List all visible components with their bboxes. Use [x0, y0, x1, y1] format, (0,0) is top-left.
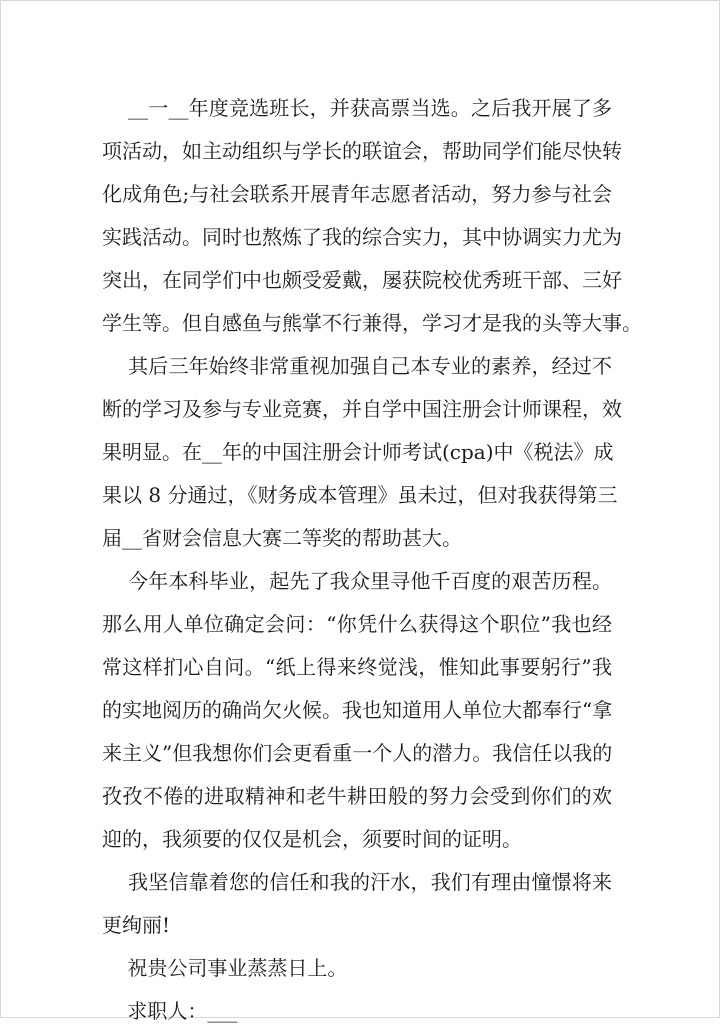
text-line: 届__省财会信息大赛二等奖的帮助甚大。	[102, 526, 462, 550]
text-line: 我坚信靠着您的信任和我的汗水，我们有理由憧憬将来	[102, 870, 612, 894]
text-line: 孜孜不倦的进取精神和老牛耕田般的努力会受到你们的欢	[102, 784, 612, 808]
text-line: 其后三年始终非常重视加强自己本专业的素养，经过不	[102, 354, 612, 378]
text-line: 今年本科毕业，起先了我众里寻他千百度的艰苦历程。	[102, 569, 612, 593]
text-line: 求职人：___	[102, 999, 238, 1023]
text-line: 学生等。但自感鱼与熊掌不行兼得，学习才是我的头等大事。	[102, 311, 642, 335]
text-line: 那么用人单位确定会问：“你凭什么获得这个职位”我也经	[102, 612, 612, 636]
text-line: 更绚丽!	[102, 913, 171, 937]
text-line: 迎的，我须要的仅仅是机会，须要时间的证明。	[102, 827, 522, 851]
text-line: 化成角色;与社会联系开展青年志愿者活动，努力参与社会	[102, 182, 612, 206]
text-line: __一__年度竞选班长，并获高票当选。之后我开展了多	[102, 96, 612, 120]
text-line: 果明显。在__年的中国注册会计师考试(cpa)中《税法》成	[102, 440, 614, 464]
text-line: 实践活动。同时也熬炼了我的综合实力，其中协调实力尤为	[102, 225, 622, 249]
text-line: 项活动，如主动组织与学长的联谊会，帮助同学们能尽快转	[102, 139, 622, 163]
text-line: 祝贵公司事业蒸蒸日上。	[102, 956, 348, 980]
text-line: 的实地阅历的确尚欠火候。我也知道用人单位大都奉行“拿	[102, 698, 613, 722]
text-line: 断的学习及参与专业竞赛，并自学中国注册会计师课程，效	[102, 397, 622, 421]
document-body	[102, 87, 642, 1033]
text-line: 来主义”但我想你们会更看重一个人的潜力。我信任以我的	[102, 741, 613, 765]
text-line: 果以 8 分通过，《财务成本管理》虽未过，但对我获得第三	[102, 483, 618, 507]
text-line: 常这样扪心自问。“纸上得来终觉浅，惟知此事要躬行”我	[102, 655, 612, 679]
text-line: 突出，在同学们中也颇受爱戴，屡获院校优秀班干部、三好	[102, 268, 622, 292]
